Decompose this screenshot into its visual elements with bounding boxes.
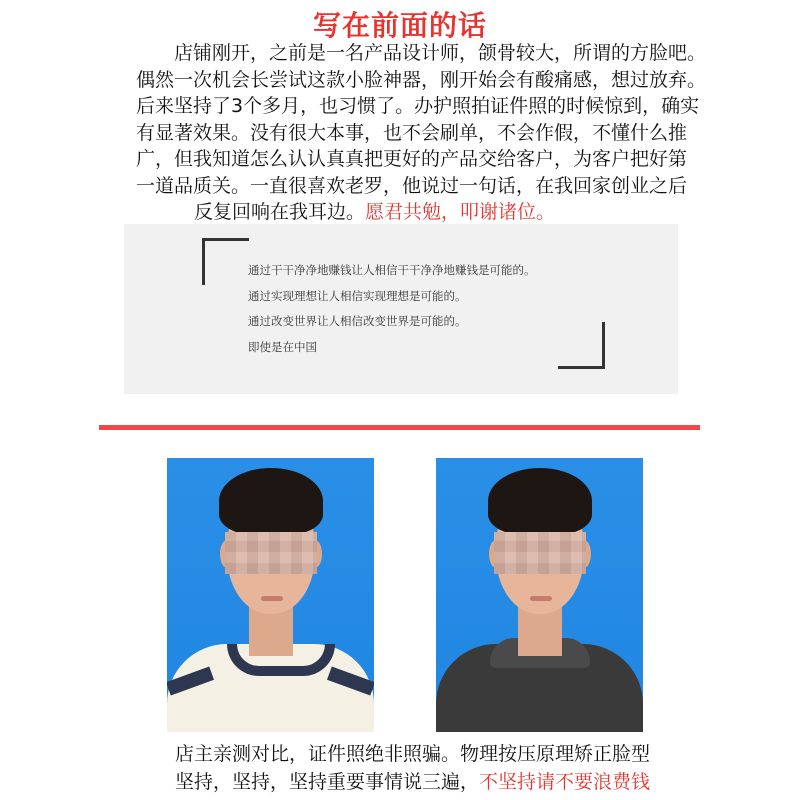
quote-line: 通过干干净净地赚钱让人相信干干净净地赚钱是可能的。 xyxy=(248,263,536,277)
quote-lines xyxy=(248,258,536,360)
intro-line: 广，但我知道怎么认认真真把更好的产品交给客户，为客户把好第 xyxy=(136,148,688,170)
quote-line: 通过改变世界让人相信改变世界是可能的。 xyxy=(248,314,467,328)
intro-line-final xyxy=(136,199,696,226)
shirt xyxy=(436,644,643,732)
caption-text: 坚持，坚持，坚持重要事情说三遍， xyxy=(175,771,480,793)
mouth xyxy=(261,596,283,601)
hair xyxy=(219,468,323,534)
privacy-mosaic xyxy=(225,532,317,574)
quote-box xyxy=(124,224,678,394)
intro-final-text: 反复回响在我耳边。 xyxy=(194,201,366,223)
intro-line: 一道品质关。一直很喜欢老罗，他说过一句话，在我回家创业之后 xyxy=(136,174,688,197)
quote-line: 即使是在中国 xyxy=(248,339,317,354)
shirt-stripe xyxy=(327,667,374,696)
shirt xyxy=(167,644,374,732)
caption-line xyxy=(175,768,795,796)
section-divider xyxy=(99,425,700,430)
quote-open-bracket-icon xyxy=(202,238,249,285)
mouth xyxy=(530,596,552,601)
caption-highlight: 不坚持请不要浪费钱 xyxy=(479,771,651,793)
privacy-mosaic xyxy=(494,532,586,574)
hair xyxy=(488,468,592,534)
page-title: 写在前面的话 xyxy=(312,9,487,42)
intro-line: 有显著效果。没有很大本事，也不会刷单，不会作假，不懂什么推 xyxy=(136,121,688,144)
intro-line: 店铺刚开，之前是一名产品设计师，颌骨较大，所谓的方脸吧。 xyxy=(174,42,707,64)
comparison-caption xyxy=(175,740,795,796)
quote-line: 通过实现理想让人相信实现理想是可能的。 xyxy=(248,288,467,303)
intro-paragraph xyxy=(136,40,707,226)
intro-final-highlight: 愿君共勉，叩谢诸位。 xyxy=(365,201,556,223)
shirt-stripe xyxy=(167,667,214,696)
after-portrait-photo xyxy=(436,458,643,732)
intro-line: 后来坚持了3个多月，也习惯了。办护照拍证件照的时候惊到，确实 xyxy=(136,95,700,117)
intro-line: 偶然一次机会长尝试这款小脸神器，刚开始会有酸痛感，想过放弃。 xyxy=(136,68,707,91)
before-portrait-photo xyxy=(167,458,374,732)
caption-line: 店主亲测对比，证件照绝非照骗。物理按压原理矫正脸型 xyxy=(175,743,651,765)
quote-close-bracket-icon xyxy=(558,322,605,369)
